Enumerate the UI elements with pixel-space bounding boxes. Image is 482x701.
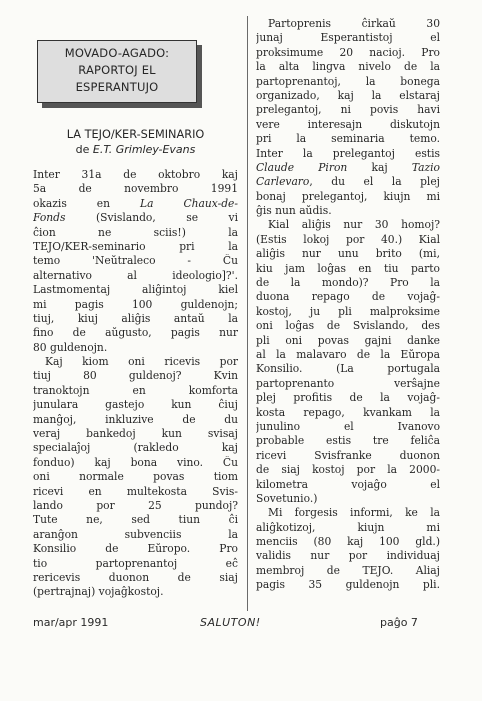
text-line: 5a de novembro 1991 [33, 182, 238, 196]
text-line: pagis 35 guldenojn pli. [256, 578, 440, 592]
text-line: vere interesajn diskutojn [256, 117, 440, 131]
left-column-text [33, 168, 238, 600]
italic-text: La Chaux-de- [140, 196, 238, 210]
byline-prefix: de [75, 143, 90, 156]
text-line: Inter 31a de oktobro kaj [33, 168, 238, 181]
text-line: Kaj kiom oni ricevis por [45, 355, 238, 369]
text-line: probable estis tre feliĉa [256, 434, 440, 448]
author-name: E.T. Grimley-Evans [92, 143, 196, 156]
right-column-text [256, 17, 440, 593]
text-line: plej profitis de la vojaĝ- [256, 391, 440, 405]
text-line: duona repago de vojaĝ- [256, 290, 440, 304]
text-line: oni normale povas tiom [33, 470, 238, 484]
text-line: partoprenanto verŝajne [256, 376, 440, 390]
text-line: Inter la prelegantoj estis [256, 146, 440, 160]
text-line: specialaĵoj (rakledo kaj [33, 441, 238, 455]
italic-text: Carlevaro [256, 175, 310, 189]
text-line: bonaj prelegantoj, kiujn mi [256, 189, 440, 203]
text-line: aliĝis nur unu brito (mi, [256, 247, 440, 261]
issue-date: mar/apr 1991 [33, 616, 109, 629]
text-line: partoprenantoj, la bonega [256, 74, 440, 88]
section-header-line-2: RAPORTOJ EL [78, 63, 156, 77]
article-title: LA TEJO/KER-SEMINARIO [66, 128, 205, 141]
text-line: prelegantoj, ni povis havi [256, 103, 440, 117]
text-line: aliĝkotizoj, kiujn mi [256, 520, 440, 534]
text-line: aranĝon subvenciis la [33, 527, 238, 541]
right-column [256, 17, 440, 593]
italic-text: Claude Piron [256, 160, 348, 174]
section-header-box [37, 40, 197, 103]
text-line: alternativo al ideologio]?'. [33, 268, 238, 282]
text-line [33, 211, 238, 225]
left-column [33, 40, 238, 600]
text-run: , du el la plej [309, 175, 440, 189]
text-line: 80 guldenojn. [33, 340, 108, 354]
text-line: manĝoj, inkluzive de du [33, 412, 238, 426]
text-line: ĉion ne sciis!) la [33, 225, 238, 239]
text-line [256, 161, 440, 175]
text-line: validis nur por individuaj [256, 549, 440, 563]
section-header-line-1: MOVADO-AGADO: [64, 46, 170, 60]
text-line: junulara gastejo kun ĉiuj [33, 398, 238, 412]
text-line: tranoktojn en komforta [33, 383, 238, 397]
text-line: ĝis nun aŭdis. [256, 204, 332, 218]
column-divider [247, 16, 248, 611]
text-line: TEJO/KER-seminario pri la [33, 239, 238, 253]
text-line: de siaj kostoj por la 2000- [256, 463, 440, 477]
text-line: temo 'Neŭtraleco - Ĉu [33, 254, 238, 268]
text-line: kilometra vojaĝo el [256, 477, 440, 491]
text-line: Partoprenis ĉirkaŭ 30 [268, 17, 440, 30]
byline [33, 142, 238, 157]
italic-text: Fonds [33, 211, 66, 225]
text-line: fonduo) kaj bona vino. Ĉu [33, 455, 238, 469]
text-line: ricevi Svisfranke duonon [256, 448, 440, 462]
text-line: tiuj 80 guldenoj? Kvin [33, 369, 238, 383]
text-line: Tute ne, sed tiun ĉi [33, 513, 238, 527]
text-line: Mi forgesis informi, ke la [268, 506, 440, 520]
text-line [33, 197, 238, 211]
text-line: pli oni povas gajni danke [256, 333, 440, 347]
text-line: oni loĝas de Svislando, des [256, 319, 440, 333]
text-line: kostoj, ju pli malproksime [256, 304, 440, 318]
section-header-line-3: ESPERANTUJO [75, 80, 159, 94]
text-line: pri la seminaria temo. [256, 132, 440, 146]
text-line: tio partoprenantoj eĉ [33, 556, 238, 570]
text-line [256, 175, 440, 189]
text-line: mi pagis 100 guldenojn; [33, 297, 238, 311]
text-line: tiuj, kiuj aliĝis antaŭ la [33, 311, 238, 325]
text-line: proksimume 20 nacioj. Pro [256, 45, 440, 59]
text-line: organizado, kaj la elstaraj [256, 88, 440, 102]
magazine-name: SALUTON! [200, 616, 261, 629]
text-line: de la mondo)? Pro la [256, 276, 440, 290]
text-line: menciis (80 kaj 100 gld.) [256, 535, 440, 549]
text-line: veraj bankedoj kun svisaj [33, 427, 238, 441]
text-line: Sovetunio.) [256, 491, 318, 505]
text-line: junaj Esperantistoj el [256, 31, 440, 45]
text-line: Kial aliĝis nur 30 homoj? [268, 218, 440, 232]
text-line: kosta repago, kvankam la [256, 405, 440, 419]
text-line: Lastmomentaj aliĝintoj kiel [33, 283, 238, 297]
text-line: membroj de TEJO. Aliaj [256, 563, 440, 577]
italic-text: Tazio [411, 160, 440, 174]
text-line: Konsilio de Eŭropo. Pro [33, 542, 238, 556]
text-line: lando por 25 pundoj? [33, 498, 238, 512]
text-line: ricevi en multekosta Svis- [33, 484, 238, 498]
text-run: (Svislando, se vi [65, 211, 238, 225]
text-line: la alta lingva nivelo de la [256, 60, 440, 74]
text-line: fino de aŭgusto, pagis nur [33, 326, 238, 340]
text-run: kaj [347, 160, 412, 174]
text-line: al la malavaro de la Eŭropa [256, 347, 440, 361]
text-line: (pertrajnaj) vojaĝkostoj. [33, 585, 164, 599]
text-line: (Estis lokoj por 40.) Kial [256, 232, 440, 246]
text-line: kiu jam loĝas en tiu parto [256, 261, 440, 275]
text-line: rericevis duonon de siaj [33, 570, 238, 584]
text-run: okazis en [33, 196, 140, 210]
text-line: junulino el Ivanovo [256, 419, 440, 433]
page-number: paĝo 7 [380, 616, 418, 629]
text-line: Konsilio. (La portugala [256, 362, 440, 376]
